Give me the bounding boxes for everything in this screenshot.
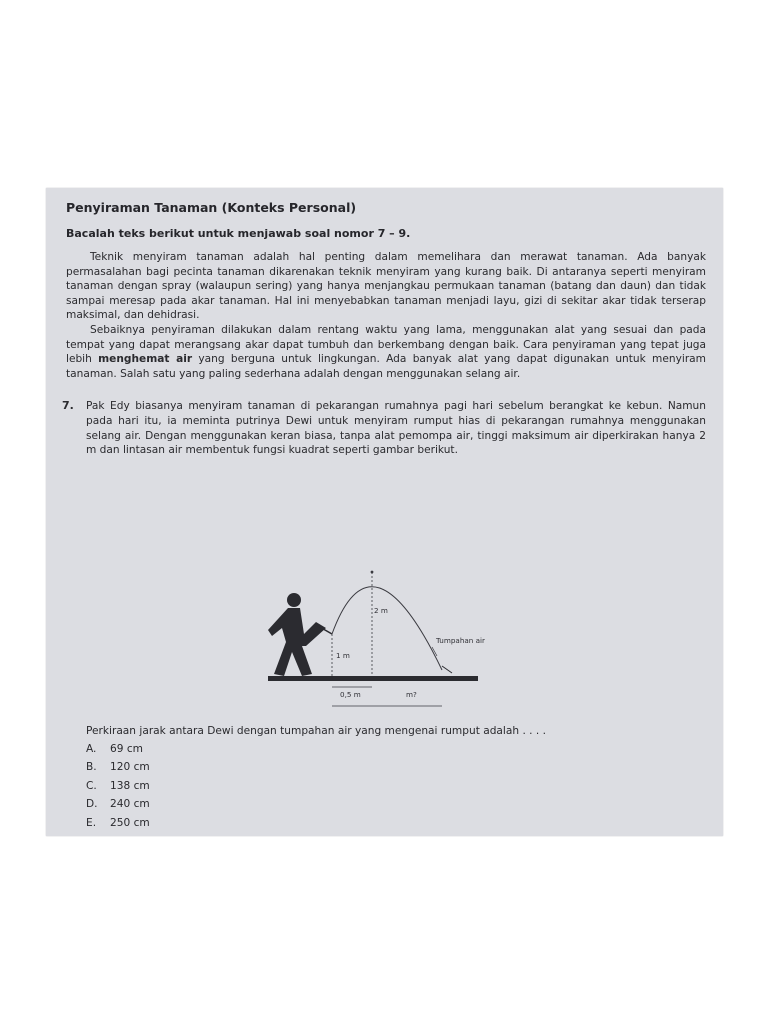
paragraph-2-bold: menghemat air [98, 353, 193, 366]
peak-height-label: 2 m [374, 606, 388, 615]
option-text: 240 cm [110, 798, 150, 811]
option-b[interactable] [86, 758, 150, 776]
question-number: 7. [62, 399, 74, 413]
ground-bar [268, 676, 478, 681]
option-letter: D. [86, 798, 98, 811]
splash-label: Tumpahan air [436, 636, 485, 645]
section-heading: Penyiraman Tanaman (Konteks Personal) [66, 200, 357, 215]
document-page [46, 188, 723, 836]
option-letter: E. [86, 816, 97, 829]
question-prompt: Perkiraan jarak antara Dewi dengan tumpahan air yang mengenai rumput adalah . . . . [86, 725, 547, 737]
option-text: 120 cm [110, 761, 150, 774]
instruction-line: Bacalah teks berikut untuk menjawab soal nomor 7 – 9. [66, 227, 411, 240]
paragraph-1: Teknik menyiram tanaman adalah hal penting dalam memelihara dan merawat tanaman. Ada banyak permasalahan bagi pecinta tanaman dikarenakan teknik menyiram yang kurang baik. Di antaranya seperti menyiram tanaman dengan spray (walaupun sering) yang hanya menjangkau permukaan tanaman (batang dan daun) dan tidak sampai meresap pada akar tanaman. Hal ini menyebabkan tanaman menjadi layu, gizi di sekitar akar tidak terserap maksimal, dan dehidrasi. [66, 251, 706, 322]
option-text: 250 cm [110, 816, 150, 829]
page-content [62, 200, 706, 468]
option-letter: C. [86, 779, 97, 792]
splash-hatch [442, 666, 452, 673]
person-walking-icon [268, 593, 326, 676]
hose-height-label: 1 m [336, 651, 350, 660]
trajectory-figure [246, 550, 486, 720]
paragraph-2-after: yang berguna untuk lingkungan. Ada banyak alat yang dapat digunakan untuk menyiram tanaman. Salah satu yang paling sederhana adalah dengan menggunakan selang air. [66, 353, 706, 380]
option-c[interactable] [86, 777, 150, 795]
option-e[interactable] [86, 814, 150, 832]
unknown-distance-label: m? [406, 690, 417, 699]
option-a[interactable] [86, 740, 150, 758]
trajectory-svg [246, 550, 486, 720]
peak-point [371, 571, 374, 574]
question-7 [62, 399, 706, 457]
answer-options [86, 740, 150, 832]
option-text: 138 cm [110, 779, 150, 792]
option-letter: A. [86, 743, 97, 755]
paragraph-2-before: Sebaiknya penyiraman dilakukan dalam rentang waktu yang lama, menggunakan alat yang sesuai dan pada tempat yang dapat merangsang akar dapat tumbuh dan berkembang dengan baik. Cara penyiraman yang tepat juga lebih [66, 323, 706, 366]
half-distance-label: 0,5 m [340, 690, 361, 699]
option-letter: B. [86, 761, 97, 774]
paragraph-2 [66, 323, 706, 381]
question-text: Pak Edy biasanya menyiram tanaman di pekarangan rumahnya pagi hari sebelum berangkat ke kebun. Namun pada hari itu, ia meminta putrinya Dewi untuk menyiram rumput hias di pekarangan rumahnya menggunakan selang air. Dengan menggunakan keran biasa, tanpa alat pemompa air, tinggi maksimum air diperkirakan hanya 2 m dan lintasan air membentuk fungsi kuadrat seperti gambar berikut. [86, 400, 706, 457]
option-text: 69 cm [110, 743, 143, 755]
option-d[interactable] [86, 795, 150, 813]
